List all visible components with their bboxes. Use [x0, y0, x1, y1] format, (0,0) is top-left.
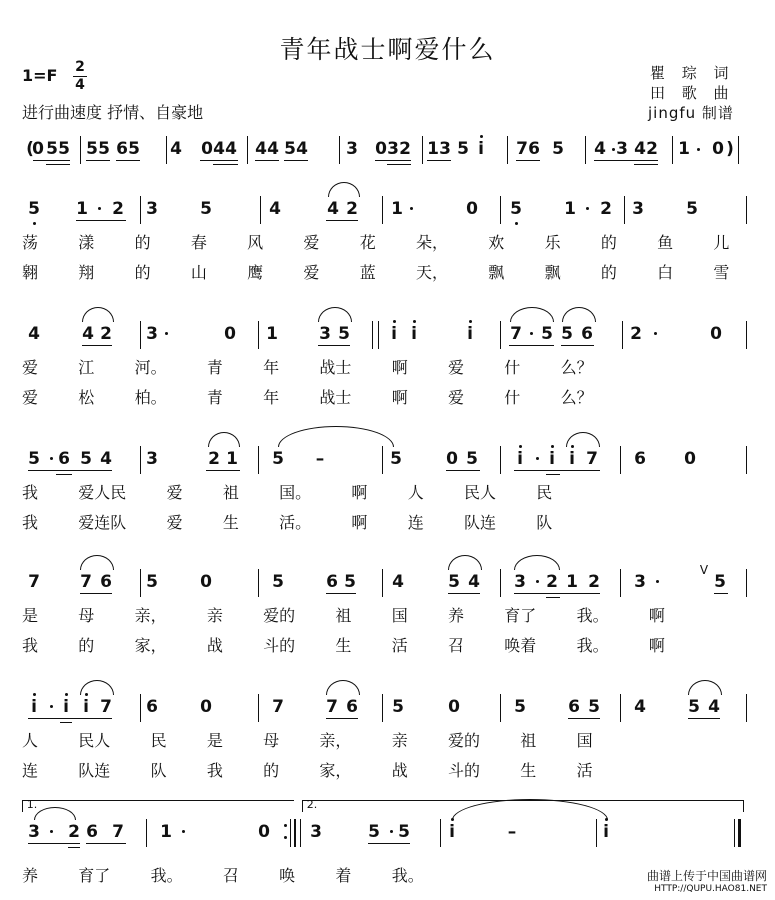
note: 4 — [100, 449, 112, 469]
note: 0 — [201, 139, 213, 159]
note: 4 — [634, 697, 646, 717]
high-octave-dot — [33, 693, 36, 696]
barline — [258, 569, 259, 597]
beam-underline — [368, 843, 410, 844]
note: 6 — [568, 697, 580, 717]
note: 6 — [346, 697, 358, 717]
aug-dot — [410, 207, 413, 210]
note: 4 — [708, 697, 720, 717]
aug-dot — [182, 830, 185, 833]
note: 2 — [112, 199, 124, 219]
barline — [746, 569, 747, 597]
note: 5 — [398, 822, 410, 842]
beam-underline — [33, 160, 70, 161]
note: 6 — [326, 572, 338, 592]
beam-underline — [714, 593, 728, 594]
note: 2 — [100, 324, 112, 344]
note: 4 — [82, 324, 94, 344]
lyric-line: 爱 松 柏。 青 年 战士 啊 爱 什 么？ — [22, 388, 593, 407]
note: 5 — [514, 697, 526, 717]
note: 4 — [213, 139, 225, 159]
note: 5 — [28, 449, 40, 469]
lyric-line: 我 的 家， 战 斗的 生 活 召 唤着 我。 啊 — [22, 636, 665, 655]
high-octave-dot — [480, 135, 483, 138]
note: 4 — [634, 139, 646, 159]
aug-dot — [165, 332, 168, 335]
lyricist-credit: 瞿 琮 词 — [650, 64, 735, 82]
note: 3 — [387, 139, 399, 159]
slur — [80, 680, 114, 695]
note: 2 — [646, 139, 658, 159]
repeat-barline — [294, 819, 296, 847]
slur — [688, 680, 722, 695]
note: 3 — [616, 139, 628, 159]
note: 5 — [338, 324, 350, 344]
beam-underline — [28, 718, 112, 719]
note: 5 — [344, 572, 356, 592]
note: 4 — [594, 139, 606, 159]
beam-underline — [546, 474, 560, 475]
note: 0 — [375, 139, 387, 159]
note: 7 — [112, 822, 124, 842]
note: 3 — [28, 822, 40, 842]
note: 5 — [368, 822, 380, 842]
note: 3 — [319, 324, 331, 344]
note: i — [549, 449, 555, 469]
barline — [258, 446, 259, 474]
lyric-line: 是 母 亲， 亲 爱的 祖 国 养 育了 我。 啊 — [22, 606, 665, 625]
barline — [260, 196, 261, 224]
note: 7 — [516, 139, 528, 159]
barline — [382, 446, 383, 474]
note: 1 — [76, 199, 88, 219]
beam-underline — [86, 160, 110, 161]
beam-underline — [326, 593, 356, 594]
note: 5 — [457, 139, 469, 159]
beam-underline — [76, 220, 126, 221]
barline — [382, 569, 383, 597]
transcriber-credit: jingfu 制谱 — [648, 104, 734, 122]
volta-1-label: 1. — [26, 798, 38, 811]
time-signature-top: 2 — [75, 59, 85, 75]
beam-underline — [60, 722, 72, 723]
volta-2-end-tick — [743, 800, 744, 812]
aug-dot — [654, 332, 657, 335]
aug-dot — [50, 705, 53, 708]
beam-underline — [509, 345, 554, 346]
note: 5 — [146, 572, 158, 592]
note: 0 — [32, 139, 44, 159]
barline — [746, 196, 747, 224]
high-octave-dot — [551, 445, 554, 448]
key-signature: 1=F — [22, 66, 58, 85]
note: 6 — [581, 324, 593, 344]
beam-underline — [255, 160, 279, 161]
slur — [34, 807, 76, 820]
note: 0 — [712, 139, 724, 159]
note: 5 — [686, 199, 698, 219]
lyric-line: 翱 翔 的 山 鹰 爱 蓝 天， 飘 飘 的 白 雪 — [22, 263, 730, 282]
beam-underline — [326, 220, 358, 221]
high-octave-dot — [469, 320, 472, 323]
beam-underline — [546, 597, 560, 598]
aug-dot — [656, 580, 659, 583]
barline — [258, 694, 259, 722]
note: 3 — [632, 199, 644, 219]
note: 5 — [688, 697, 700, 717]
note: 5 — [58, 139, 70, 159]
breath-mark: V — [699, 563, 709, 577]
note: 4 — [296, 139, 308, 159]
note: i — [517, 449, 523, 469]
barline — [596, 819, 597, 847]
note: 5 — [541, 324, 553, 344]
barline — [622, 321, 623, 349]
aug-dot — [536, 457, 539, 460]
note: 3 — [346, 139, 358, 159]
barline — [140, 569, 141, 597]
note: 4 — [269, 199, 281, 219]
note: i — [63, 697, 69, 717]
site-watermark — [647, 870, 767, 896]
barline — [620, 694, 621, 722]
barline — [382, 694, 383, 722]
note: 1 — [678, 139, 690, 159]
note: 1 — [566, 572, 578, 592]
note: 3 — [439, 139, 451, 159]
barline — [247, 136, 248, 164]
slur — [510, 307, 554, 322]
lyric-line: 连 队连 队 我 的 家， 战 斗的 生 活 — [22, 761, 593, 780]
note: 5 — [448, 572, 460, 592]
note: 5 — [28, 199, 40, 219]
high-octave-dot — [519, 445, 522, 448]
high-octave-dot — [65, 693, 68, 696]
barline — [585, 136, 586, 164]
note: 2 — [346, 199, 358, 219]
slur — [278, 426, 394, 447]
note: – — [507, 822, 517, 842]
note: 6 — [116, 139, 128, 159]
note: 0 — [224, 324, 236, 344]
note: ) — [726, 139, 734, 159]
barline — [620, 446, 621, 474]
beam-underline — [206, 470, 240, 471]
note: 0 — [200, 572, 212, 592]
note: 5 — [510, 199, 522, 219]
volta-1-tick — [22, 800, 23, 812]
slur — [448, 555, 482, 570]
note: 0 — [446, 449, 458, 469]
note: 5 — [588, 697, 600, 717]
barline — [140, 321, 141, 349]
beam-underline — [68, 847, 80, 848]
note: 0 — [684, 449, 696, 469]
barline — [140, 446, 141, 474]
note: 5 — [392, 697, 404, 717]
song-title: 青年战士啊爱什么 — [279, 35, 496, 64]
note: i — [449, 822, 455, 842]
watermark-line2: HTTP://QUPU.HAO81.NET — [654, 884, 767, 894]
barline — [738, 136, 739, 164]
beam-underline — [46, 164, 70, 165]
aug-dot — [530, 332, 533, 335]
watermark-line1: 曲谱上传于中国曲谱网 — [646, 869, 767, 883]
slur — [208, 432, 240, 447]
repeat-dot — [284, 836, 287, 839]
slur — [80, 555, 114, 570]
note: – — [315, 449, 325, 469]
note: 0 — [200, 697, 212, 717]
note: 3 — [514, 572, 526, 592]
note: 3 — [146, 199, 158, 219]
note: 7 — [510, 324, 522, 344]
note: 6 — [100, 572, 112, 592]
beam-underline — [326, 718, 358, 719]
slur — [318, 307, 352, 322]
note: 5 — [128, 139, 140, 159]
beam-underline — [82, 345, 112, 346]
aug-dot — [98, 207, 101, 210]
note: i — [391, 324, 397, 344]
volta-2-line — [302, 800, 744, 801]
barline — [146, 819, 147, 847]
note: 3 — [310, 822, 322, 842]
barline — [372, 321, 373, 349]
beam-underline — [427, 160, 451, 161]
note: 2 — [600, 199, 612, 219]
note: 5 — [272, 449, 284, 469]
beam-underline — [568, 718, 600, 719]
barline — [140, 694, 141, 722]
note: 7 — [586, 449, 598, 469]
note: 1 — [564, 199, 576, 219]
note: 1 — [427, 139, 439, 159]
time-signature — [73, 60, 87, 93]
barline — [382, 196, 383, 224]
note: 2 — [630, 324, 642, 344]
note: 6 — [528, 139, 540, 159]
note: 5 — [561, 324, 573, 344]
barline — [507, 136, 508, 164]
barline — [440, 819, 441, 847]
beam-underline — [116, 160, 140, 161]
note: 5 — [46, 139, 58, 159]
note: 6 — [58, 449, 70, 469]
double-barline — [378, 321, 379, 349]
beam-underline — [318, 345, 350, 346]
note: 3 — [634, 572, 646, 592]
note: 5 — [284, 139, 296, 159]
note: 2 — [546, 572, 558, 592]
note: ( — [26, 139, 34, 159]
note: 7 — [326, 697, 338, 717]
barline — [672, 136, 673, 164]
barline — [734, 819, 735, 847]
note: 5 — [86, 139, 98, 159]
note: 2 — [208, 449, 220, 469]
lyric-line: 养 育了 我。 召 唤 着 我。 — [22, 866, 424, 885]
composer-credit: 田 歌 曲 — [650, 84, 735, 102]
note: 5 — [80, 449, 92, 469]
note: 7 — [80, 572, 92, 592]
note: 5 — [552, 139, 564, 159]
note: i — [411, 324, 417, 344]
note: 3 — [146, 324, 158, 344]
note: 1 — [160, 822, 172, 842]
beam-underline — [28, 843, 80, 844]
beam-underline — [284, 160, 308, 161]
beam-underline — [200, 160, 238, 161]
note: 1 — [266, 324, 278, 344]
note: 2 — [399, 139, 411, 159]
beam-underline — [213, 164, 238, 165]
note: 4 — [170, 139, 182, 159]
note: i — [467, 324, 473, 344]
barline — [746, 321, 747, 349]
low-octave-dot — [33, 222, 36, 225]
slur — [452, 799, 608, 820]
note: 0 — [448, 697, 460, 717]
note: 5 — [390, 449, 402, 469]
lyric-line: 人 民人 民 是 母 亲， 亲 爱的 祖 国 — [22, 731, 593, 750]
aug-dot — [586, 207, 589, 210]
lyric-line: 我 爱人民 爱 祖 国。 啊 人 民人 民 — [22, 483, 553, 502]
note: 4 — [267, 139, 279, 159]
barline — [746, 694, 747, 722]
barline — [500, 446, 501, 474]
note: 4 — [28, 324, 40, 344]
time-signature-bottom: 4 — [75, 77, 85, 93]
barline — [422, 136, 423, 164]
beam-underline — [375, 160, 411, 161]
barline — [339, 136, 340, 164]
note: 7 — [272, 697, 284, 717]
volta-2-tick — [302, 800, 303, 812]
note: 7 — [28, 572, 40, 592]
note: i — [569, 449, 575, 469]
barline — [80, 136, 81, 164]
note: 4 — [392, 572, 404, 592]
aug-dot — [50, 830, 53, 833]
note: 0 — [710, 324, 722, 344]
slur — [562, 307, 596, 322]
barline — [500, 196, 501, 224]
note: i — [478, 139, 484, 159]
high-octave-dot — [413, 320, 416, 323]
note: 1 — [226, 449, 238, 469]
final-barline — [738, 819, 741, 847]
slur — [328, 182, 360, 197]
note: 7 — [100, 697, 112, 717]
barline — [746, 446, 747, 474]
note: 2 — [588, 572, 600, 592]
beam-underline — [634, 164, 658, 165]
note: 4 — [255, 139, 267, 159]
note: 0 — [258, 822, 270, 842]
aug-dot — [50, 457, 53, 460]
low-octave-dot — [515, 222, 518, 225]
barline — [258, 321, 259, 349]
beam-underline — [28, 470, 112, 471]
note: 1 — [391, 199, 403, 219]
lyric-line: 爱 江 河。 青 年 战士 啊 爱 什 么？ — [22, 358, 593, 377]
repeat-dot — [284, 824, 287, 827]
beam-underline — [446, 470, 480, 471]
aug-dot — [697, 148, 700, 151]
beam-underline — [514, 593, 600, 594]
beam-underline — [80, 593, 112, 594]
slur — [82, 307, 114, 322]
barline — [500, 694, 501, 722]
note: i — [603, 822, 609, 842]
note: 2 — [68, 822, 80, 842]
beam-underline — [387, 164, 411, 165]
slur — [566, 432, 600, 447]
note: 5 — [466, 449, 478, 469]
tempo-marking: 进行曲速度 抒情、自豪地 — [22, 103, 204, 122]
barline — [140, 196, 141, 224]
note: 6 — [634, 449, 646, 469]
barline — [290, 819, 291, 847]
beam-underline — [514, 470, 600, 471]
lyric-line: 荡 漾 的 春 风 爱 花 朵， 欢 乐 的 鱼 儿 — [22, 233, 730, 252]
volta-1-line — [22, 800, 294, 801]
note: 6 — [146, 697, 158, 717]
beam-underline — [594, 160, 658, 161]
note: 5 — [98, 139, 110, 159]
barline — [620, 569, 621, 597]
note: 4 — [225, 139, 237, 159]
barline — [500, 321, 501, 349]
beam-underline — [448, 593, 480, 594]
note: 5 — [200, 199, 212, 219]
volta-2-label: 2. — [306, 798, 318, 811]
barline — [166, 136, 167, 164]
beam-underline — [688, 718, 720, 719]
barline — [624, 196, 625, 224]
beam-underline — [516, 160, 540, 161]
note: i — [31, 697, 37, 717]
aug-dot — [390, 830, 393, 833]
slur — [514, 555, 560, 570]
beam-underline — [86, 843, 126, 844]
note: 0 — [466, 199, 478, 219]
beam-underline — [56, 474, 72, 475]
slur — [326, 680, 360, 695]
note: 4 — [468, 572, 480, 592]
note: 4 — [327, 199, 339, 219]
barline — [300, 819, 301, 847]
lyric-line: 我 爱连队 爱 生 活。 啊 连 队连 队 — [22, 513, 553, 532]
note: 3 — [146, 449, 158, 469]
note: 5 — [714, 572, 726, 592]
beam-underline — [561, 345, 594, 346]
high-octave-dot — [393, 320, 396, 323]
note: 6 — [86, 822, 98, 842]
note: i — [83, 697, 89, 717]
barline — [500, 569, 501, 597]
note: 5 — [272, 572, 284, 592]
aug-dot — [612, 148, 615, 151]
aug-dot — [536, 580, 539, 583]
